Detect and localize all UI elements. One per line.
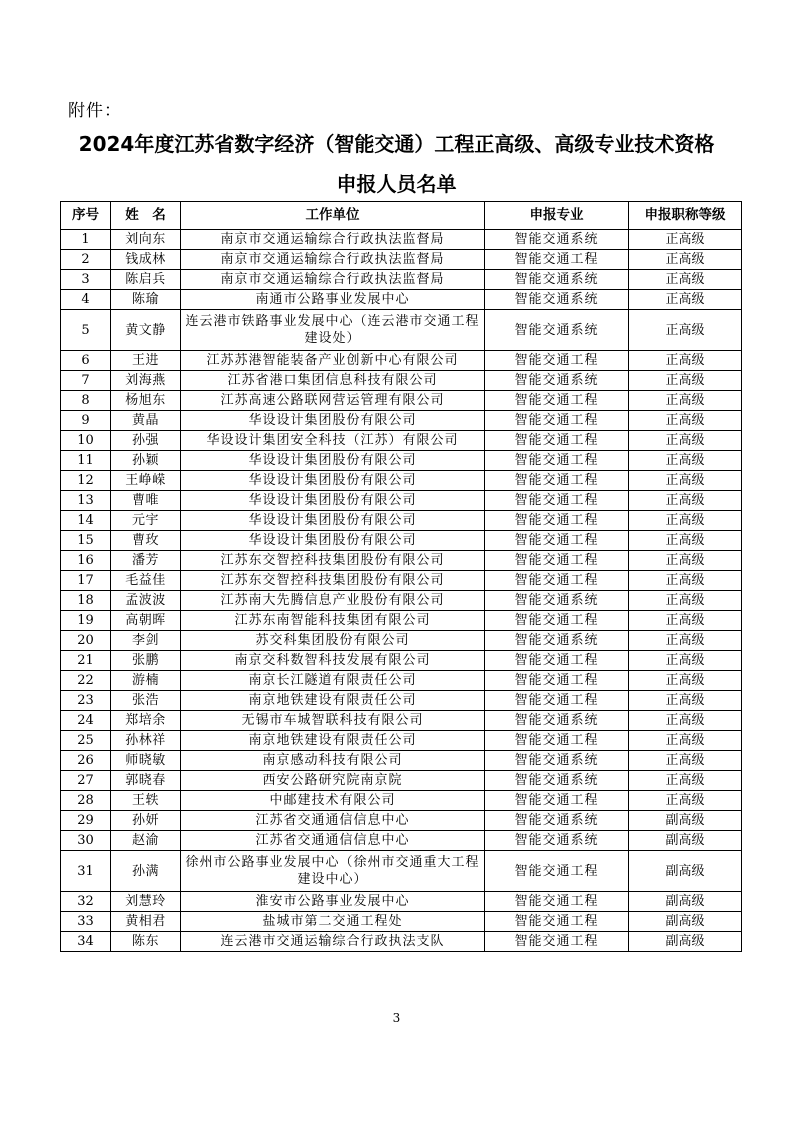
cell-level: 正高级 (629, 451, 742, 471)
table-row (61, 531, 742, 551)
table-row (61, 230, 742, 250)
cell-name: 黄相君 (111, 912, 181, 932)
cell-level: 正高级 (629, 631, 742, 651)
table-row (61, 671, 742, 691)
cell-name: 曹唯 (111, 491, 181, 511)
cell-index: 27 (61, 771, 111, 791)
header-name: 姓 名 (111, 202, 181, 230)
cell-unit: 江苏苏港智能装备产业创新中心有限公司 (181, 351, 485, 371)
cell-name: 师晓敏 (111, 751, 181, 771)
cell-unit: 南京交科数智科技发展有限公司 (181, 651, 485, 671)
table-row (61, 270, 742, 290)
cell-index: 4 (61, 290, 111, 310)
cell-name: 孙林祥 (111, 731, 181, 751)
cell-name: 郭晓春 (111, 771, 181, 791)
header-index: 序号 (61, 202, 111, 230)
table-row (61, 631, 742, 651)
cell-index: 31 (61, 851, 111, 892)
cell-level: 正高级 (629, 551, 742, 571)
cell-index: 6 (61, 351, 111, 371)
cell-name: 高朝晖 (111, 611, 181, 631)
cell-unit: 华设设计集团股份有限公司 (181, 471, 485, 491)
cell-unit: 无锡市车城智联科技有限公司 (181, 711, 485, 731)
cell-unit: 江苏东交智控科技集团股份有限公司 (181, 571, 485, 591)
header-unit: 工作单位 (181, 202, 485, 230)
cell-level: 正高级 (629, 571, 742, 591)
applicant-table (60, 201, 742, 952)
cell-major: 智能交通工程 (485, 391, 629, 411)
cell-major: 智能交通工程 (485, 731, 629, 751)
cell-name: 孙强 (111, 431, 181, 451)
table-row (61, 932, 742, 952)
cell-major: 智能交通系统 (485, 811, 629, 831)
cell-index: 1 (61, 230, 111, 250)
table-body (61, 230, 742, 952)
cell-index: 29 (61, 811, 111, 831)
table-row (61, 351, 742, 371)
cell-unit: 华设设计集团股份有限公司 (181, 451, 485, 471)
cell-index: 23 (61, 691, 111, 711)
cell-level: 正高级 (629, 431, 742, 451)
cell-unit: 南京长江隧道有限责任公司 (181, 671, 485, 691)
cell-name: 黄晶 (111, 411, 181, 431)
cell-major: 智能交通工程 (485, 351, 629, 371)
cell-major: 智能交通系统 (485, 711, 629, 731)
cell-index: 24 (61, 711, 111, 731)
cell-unit: 南京市交通运输综合行政执法监督局 (181, 250, 485, 270)
cell-level: 正高级 (629, 611, 742, 631)
cell-unit: 徐州市公路事业发展中心（徐州市交通重大工程建设中心） (181, 851, 485, 892)
cell-major: 智能交通系统 (485, 310, 629, 351)
cell-unit: 南通市公路事业发展中心 (181, 290, 485, 310)
cell-level: 正高级 (629, 290, 742, 310)
cell-index: 3 (61, 270, 111, 290)
cell-unit: 华设设计集团股份有限公司 (181, 531, 485, 551)
cell-unit: 江苏省交通通信信息中心 (181, 811, 485, 831)
cell-index: 32 (61, 892, 111, 912)
cell-name: 张鹏 (111, 651, 181, 671)
cell-unit: 江苏东交智控科技集团股份有限公司 (181, 551, 485, 571)
cell-level: 正高级 (629, 771, 742, 791)
table-row (61, 371, 742, 391)
cell-level: 正高级 (629, 270, 742, 290)
cell-unit: 西安公路研究院南京院 (181, 771, 485, 791)
table-row (61, 811, 742, 831)
cell-major: 智能交通系统 (485, 230, 629, 250)
cell-level: 正高级 (629, 391, 742, 411)
cell-name: 赵渝 (111, 831, 181, 851)
cell-unit: 江苏省港口集团信息科技有限公司 (181, 371, 485, 391)
cell-unit: 南京市交通运输综合行政执法监督局 (181, 270, 485, 290)
table-row (61, 611, 742, 631)
cell-unit: 南京地铁建设有限责任公司 (181, 691, 485, 711)
table-row (61, 551, 742, 571)
cell-level: 正高级 (629, 711, 742, 731)
cell-level: 正高级 (629, 411, 742, 431)
cell-unit: 江苏省交通通信信息中心 (181, 831, 485, 851)
cell-unit: 苏交科集团股份有限公司 (181, 631, 485, 651)
cell-unit: 淮安市公路事业发展中心 (181, 892, 485, 912)
table-row (61, 451, 742, 471)
cell-index: 18 (61, 591, 111, 611)
cell-level: 正高级 (629, 230, 742, 250)
cell-major: 智能交通工程 (485, 471, 629, 491)
table-row (61, 391, 742, 411)
cell-name: 王进 (111, 351, 181, 371)
cell-name: 毛益佳 (111, 571, 181, 591)
cell-index: 19 (61, 611, 111, 631)
cell-name: 孙满 (111, 851, 181, 892)
table-row (61, 411, 742, 431)
cell-name: 刘海燕 (111, 371, 181, 391)
cell-level: 副高级 (629, 912, 742, 932)
cell-unit: 江苏东南智能科技集团有限公司 (181, 611, 485, 631)
cell-unit: 连云港市交通运输综合行政执法支队 (181, 932, 485, 952)
cell-unit: 华设设计集团股份有限公司 (181, 511, 485, 531)
table-row (61, 771, 742, 791)
cell-index: 15 (61, 531, 111, 551)
table-row (61, 892, 742, 912)
table-row (61, 711, 742, 731)
cell-name: 王峥嵘 (111, 471, 181, 491)
cell-unit: 华设设计集团股份有限公司 (181, 411, 485, 431)
cell-level: 正高级 (629, 471, 742, 491)
cell-unit: 江苏高速公路联网营运管理有限公司 (181, 391, 485, 411)
table-row (61, 571, 742, 591)
cell-major: 智能交通系统 (485, 831, 629, 851)
cell-level: 正高级 (629, 351, 742, 371)
cell-unit: 南京市交通运输综合行政执法监督局 (181, 230, 485, 250)
cell-level: 正高级 (629, 511, 742, 531)
cell-major: 智能交通工程 (485, 451, 629, 471)
cell-unit: 南京地铁建设有限责任公司 (181, 731, 485, 751)
cell-unit: 南京感动科技有限公司 (181, 751, 485, 771)
cell-level: 正高级 (629, 791, 742, 811)
cell-major: 智能交通工程 (485, 892, 629, 912)
cell-index: 7 (61, 371, 111, 391)
cell-level: 正高级 (629, 651, 742, 671)
table-row (61, 912, 742, 932)
table-row (61, 491, 742, 511)
table-header-row (61, 202, 742, 230)
cell-major: 智能交通工程 (485, 551, 629, 571)
table-row (61, 651, 742, 671)
cell-name: 钱成林 (111, 250, 181, 270)
cell-major: 智能交通工程 (485, 531, 629, 551)
cell-name: 孙妍 (111, 811, 181, 831)
cell-major: 智能交通工程 (485, 511, 629, 531)
cell-index: 17 (61, 571, 111, 591)
cell-name: 孙颖 (111, 451, 181, 471)
cell-level: 正高级 (629, 731, 742, 751)
table-row (61, 431, 742, 451)
cell-level: 正高级 (629, 250, 742, 270)
cell-unit: 盐城市第二交通工程处 (181, 912, 485, 932)
table-row (61, 310, 742, 351)
cell-unit: 华设设计集团股份有限公司 (181, 491, 485, 511)
table-row (61, 831, 742, 851)
cell-major: 智能交通工程 (485, 611, 629, 631)
cell-major: 智能交通工程 (485, 791, 629, 811)
cell-major: 智能交通工程 (485, 691, 629, 711)
cell-level: 正高级 (629, 310, 742, 351)
cell-unit: 中邮建技术有限公司 (181, 791, 485, 811)
cell-name: 元宇 (111, 511, 181, 531)
cell-index: 13 (61, 491, 111, 511)
cell-index: 21 (61, 651, 111, 671)
cell-name: 杨旭东 (111, 391, 181, 411)
cell-name: 孟波波 (111, 591, 181, 611)
cell-level: 副高级 (629, 811, 742, 831)
cell-major: 智能交通系统 (485, 771, 629, 791)
cell-major: 智能交通工程 (485, 571, 629, 591)
table-row (61, 511, 742, 531)
cell-major: 智能交通系统 (485, 751, 629, 771)
cell-level: 正高级 (629, 591, 742, 611)
table-row (61, 591, 742, 611)
table-row (61, 691, 742, 711)
cell-major: 智能交通工程 (485, 851, 629, 892)
cell-index: 12 (61, 471, 111, 491)
cell-level: 正高级 (629, 531, 742, 551)
document-title (40, 124, 753, 204)
cell-unit: 江苏南大先腾信息产业股份有限公司 (181, 591, 485, 611)
cell-major: 智能交通工程 (485, 411, 629, 431)
cell-name: 李剑 (111, 631, 181, 651)
attachment-label: 附件： (68, 101, 122, 121)
cell-level: 副高级 (629, 932, 742, 952)
cell-name: 黄文静 (111, 310, 181, 351)
cell-unit: 连云港市铁路事业发展中心（连云港市交通工程建设处） (181, 310, 485, 351)
cell-index: 8 (61, 391, 111, 411)
cell-index: 34 (61, 932, 111, 952)
cell-level: 副高级 (629, 831, 742, 851)
cell-index: 28 (61, 791, 111, 811)
cell-unit: 华设设计集团安全科技（江苏）有限公司 (181, 431, 485, 451)
table-row (61, 471, 742, 491)
cell-index: 33 (61, 912, 111, 932)
cell-name: 陈启兵 (111, 270, 181, 290)
cell-name: 刘向东 (111, 230, 181, 250)
cell-major: 智能交通系统 (485, 591, 629, 611)
cell-major: 智能交通系统 (485, 270, 629, 290)
cell-name: 潘芳 (111, 551, 181, 571)
cell-major: 智能交通系统 (485, 631, 629, 651)
cell-index: 26 (61, 751, 111, 771)
cell-major: 智能交通工程 (485, 491, 629, 511)
cell-index: 16 (61, 551, 111, 571)
table-row (61, 290, 742, 310)
cell-major: 智能交通工程 (485, 651, 629, 671)
cell-level: 正高级 (629, 751, 742, 771)
cell-major: 智能交通工程 (485, 431, 629, 451)
cell-index: 30 (61, 831, 111, 851)
header-major: 申报专业 (485, 202, 629, 230)
table-row (61, 731, 742, 751)
cell-index: 22 (61, 671, 111, 691)
cell-index: 10 (61, 431, 111, 451)
cell-index: 14 (61, 511, 111, 531)
title-line-2: 申报人员名单 (336, 172, 457, 196)
cell-name: 郑培余 (111, 711, 181, 731)
table-row (61, 851, 742, 892)
header-level: 申报职称等级 (629, 202, 742, 230)
table-row (61, 751, 742, 771)
cell-name: 刘慧玲 (111, 892, 181, 912)
cell-level: 正高级 (629, 491, 742, 511)
cell-major: 智能交通工程 (485, 671, 629, 691)
cell-index: 20 (61, 631, 111, 651)
cell-level: 副高级 (629, 892, 742, 912)
cell-name: 陈瑜 (111, 290, 181, 310)
cell-major: 智能交通系统 (485, 371, 629, 391)
cell-level: 正高级 (629, 691, 742, 711)
cell-major: 智能交通工程 (485, 912, 629, 932)
cell-index: 2 (61, 250, 111, 270)
cell-name: 游楠 (111, 671, 181, 691)
cell-name: 王轶 (111, 791, 181, 811)
cell-index: 5 (61, 310, 111, 351)
cell-name: 张浩 (111, 691, 181, 711)
cell-major: 智能交通工程 (485, 250, 629, 270)
table-row (61, 791, 742, 811)
cell-index: 9 (61, 411, 111, 431)
cell-level: 正高级 (629, 671, 742, 691)
cell-major: 智能交通工程 (485, 932, 629, 952)
cell-index: 11 (61, 451, 111, 471)
cell-index: 25 (61, 731, 111, 751)
page-number: 3 (392, 1011, 401, 1025)
cell-level: 正高级 (629, 371, 742, 391)
cell-major: 智能交通系统 (485, 290, 629, 310)
cell-name: 曹玫 (111, 531, 181, 551)
title-line-1: 2024年度江苏省数字经济（智能交通）工程正高级、高级专业技术资格 (78, 132, 715, 156)
table-row (61, 250, 742, 270)
cell-name: 陈东 (111, 932, 181, 952)
cell-level: 副高级 (629, 851, 742, 892)
